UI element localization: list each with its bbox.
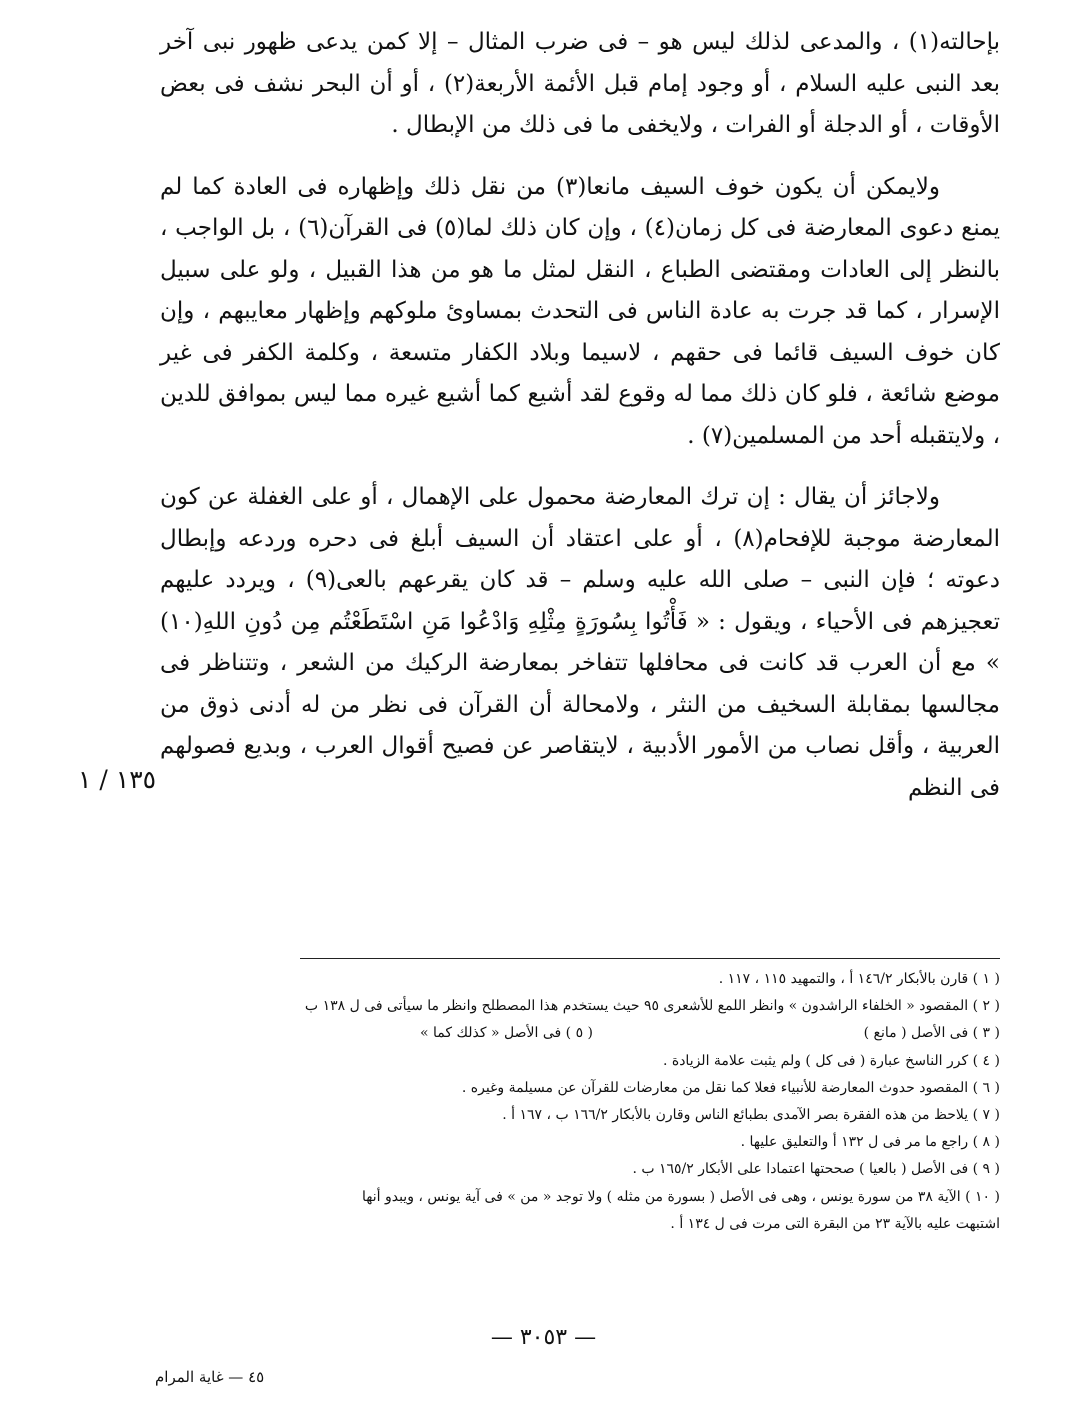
paragraph-1: بإحالته(١) ، والمدعى لذلك ليس هو – فى ضرب المثال – إلا كمن يدعى ظهور نبى آخر بعد النبى عليه السلام ، أو وجود إمام قبل الأئمة الأربعة(٢) ، أو أن البحر نشف فى بعض الأوقات ، أو الدجلة أو الفرات ، ولايخفى ما فى ذلك من الإبطال . xyxy=(160,29,1000,138)
footnote-5: ( ٥ ) فى الأصل « كذلك كما » xyxy=(420,1025,594,1042)
footnote-4: ( ٤ ) كرر الناسخ عبارة ( فى كل ) ولم يثبت علامة الزيادة . xyxy=(662,1052,1000,1069)
footnote-2: ( ٢ ) المقصود « الخلفاء الراشدون » وانظر اللمع للأشعرى ٩٥ حيث يستخدم هذا المصطلح وانظر ما سيأتى فى ل ١٣٨ ب xyxy=(304,998,1000,1015)
footnote-8: ( ٨ ) راجع ما مر فى ل ١٣٢ أ والتعليق عليها . xyxy=(740,1134,1000,1151)
footnote-9: ( ٩ ) فى الأصل ( بالعيا ) صححتها اعتمادا على الأبكار ١٦٥/٢ ب . xyxy=(632,1161,1000,1178)
footnote-1: ( ١ ) قارن بالأبكار ١٤٦/٢ أ ، والتمهيد ١١٥ ، ١١٧ . xyxy=(718,971,1000,987)
footnote-row-3-5 xyxy=(420,1020,1000,1047)
margin-folio-reference: ١٣٥ / ١ xyxy=(78,765,157,794)
main-text xyxy=(160,22,1000,809)
footnote-10-continued: اشتبهت عليه بالآية ٢٣ من البقرة التى مرت فى ل ١٣٤ أ . xyxy=(670,1215,1000,1232)
page-number: — ٣٠٥٣ — xyxy=(490,1325,597,1350)
paragraph-3: ولاجائز أن يقال : إن ترك المعارضة محمول على الإهمال ، أو على الغفلة عن كون المعارضة موجبة للإفحام(٨) ، أو على اعتقاد أن السيف أبلغ فى دحره وردعه وإبطال دعوته ؛ فإن النبى – صلى الله عليه وسلم – قد كان يقرعهم بالعى(٩) ، ويردد عليهم تعجيزهم فى الأحياء ، ويقول : « فَأْتُوا بِسُورَةٍ مِثْلِهِ وَادْعُوا مَنِ اسْتَطَعْتُم مِن دُونِ اللهِ(١٠) » مع أن العرب قد كانت فى محافلها تتفاخر بمعارضة الركيك من الشعر ، وتتناظر فى مجالسها بمقابلة السخيف من النثر ، ولامحالة أن القرآن فى نظر من له أدنى ذوق من العربية ، وأقل نصاب من الأمور الأدبية ، لايتقاصر عن فصيح أقوال العرب ، وبديع فصولهم فى النظم xyxy=(160,484,1000,801)
footnote-6: ( ٦ ) المقصود حدوث المعارضة للأنبياء فعلا كما نقل من معارضات للقرآن عن مسيلمة وغيره . xyxy=(461,1079,1000,1096)
signature-line: ٤٥ — غاية المرام xyxy=(155,1368,265,1386)
footnotes xyxy=(165,966,1000,1238)
paragraph-2: ولايمكن أن يكون خوف السيف مانعا(٣) من نقل ذلك وإظهاره فى العادة كما لم يمنع دعوى المعارضة فى كل زمان(٤) ، وإن كان ذلك لما(٥) فى القرآن(٦) ، بل الواجب ، بالنظر إلى العادات ومقتضى الطباع ، النقل لمثل ما هو من هذا القبيل ، ولو على سبيل الإسرار ، كما قد جرت به عادة الناس فى التحدث بمساوئ ملوكهم وإظهار معايبهم ، وإن كان خوف السيف قائما فى حقهم ، لاسيما وبلاد الكفار متسعة ، وكلمة الكفر فى غير موضع شائعة ، فلو كان ذلك مما له وقوع لقد أشيع كما أشيع غيره مما ليس بموافق للدين ، ولايتقبله أحد من المسلمين(٧) . xyxy=(160,173,1001,449)
footnote-divider xyxy=(300,958,1000,959)
footnote-3: ( ٣ ) فى الأصل ( مانع ) xyxy=(863,1025,1000,1042)
footnote-10: ( ١٠ ) الآية ٣٨ من سورة يونس ، وهى فى الأصل ( بسورة من مثله ) ولا توجد « من » فى آية يونس ، ويبدو أنها xyxy=(362,1188,1000,1205)
footnote-7: ( ٧ ) يلاحظ من هذه الفقرة بصر الآمدى بطبائع الناس وقارن بالأبكار ١٦٦/٢ ب ، ١٦٧ أ . xyxy=(502,1107,1000,1124)
